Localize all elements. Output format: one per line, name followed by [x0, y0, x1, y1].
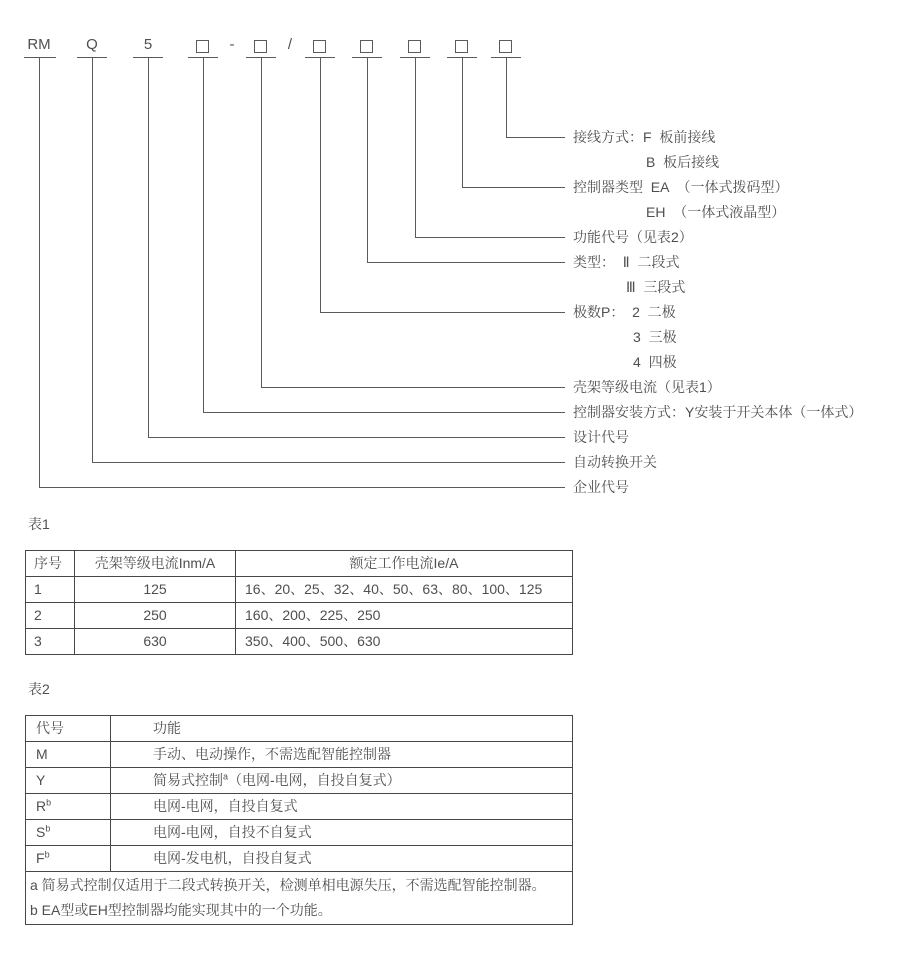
diagram-label-ats: 自动转换开关	[573, 454, 657, 470]
code-text: R	[36, 798, 47, 814]
drop-line-type	[367, 58, 368, 262]
cell-rated-current: 16、20、25、32、40、50、63、80、100、125	[236, 577, 573, 603]
diagram-label-frame-current: 壳架等级电流（见表1）	[573, 379, 721, 395]
connector-line-poles	[320, 312, 565, 313]
drop-line-poles	[320, 58, 321, 312]
connector-line-controller-type	[462, 187, 565, 188]
cell-frame-current: 125	[75, 577, 236, 603]
connector-line-ats	[92, 462, 565, 463]
cell-code	[26, 794, 111, 820]
diagram-label-wiring-option-b: B 板后接线	[646, 154, 720, 170]
drop-line-frame-current	[261, 58, 262, 387]
code-box-5	[408, 40, 421, 53]
table2-footnote-row	[26, 872, 573, 925]
code-box-2	[254, 40, 267, 53]
connector-line-design-code	[148, 437, 565, 438]
table1-caption: 表1	[28, 516, 50, 532]
cell-index: 3	[26, 629, 75, 655]
code-superscript: b	[46, 797, 52, 808]
cell-code	[26, 742, 111, 768]
table-row	[26, 577, 573, 603]
table-row	[26, 629, 573, 655]
code-box-4	[360, 40, 373, 53]
cell-code	[26, 768, 111, 794]
cell-code	[26, 846, 111, 872]
connector-line-mounting	[203, 412, 565, 413]
function-text: 手动、电动操作，不需选配智能控制器	[153, 746, 391, 762]
connector-line-wiring	[506, 137, 565, 138]
function-text: 简易式控制	[153, 772, 223, 788]
table-row	[26, 820, 573, 846]
cell-index: 1	[26, 577, 75, 603]
code-char-5: 5	[143, 36, 153, 53]
code-box-1	[196, 40, 209, 53]
table1-header-row	[26, 551, 573, 577]
diagram-label-wiring: 接线方式：F 板前接线	[573, 129, 716, 145]
table-row	[26, 794, 573, 820]
code-box-3	[313, 40, 326, 53]
diagram-label-type-iii: Ⅲ 三段式	[626, 279, 686, 295]
drop-line-wiring	[506, 58, 507, 137]
connector-line-type	[367, 262, 565, 263]
table-row	[26, 742, 573, 768]
cell-function	[111, 742, 573, 768]
code-separator-dash: -	[229, 36, 235, 53]
code-char-rm: RM	[27, 36, 51, 53]
function-text: 电网-发电机，自投自复式	[153, 850, 312, 866]
table2-caption: 表2	[28, 681, 50, 697]
table-row	[26, 768, 573, 794]
column-header-rated-current: 额定工作电流Ie/A	[236, 551, 573, 577]
drop-line-function-code	[415, 58, 416, 237]
table1	[25, 550, 573, 655]
cell-frame-current: 630	[75, 629, 236, 655]
diagram-label-design-code: 设计代号	[573, 429, 629, 445]
table-row	[26, 603, 573, 629]
column-header-function: 功能	[111, 716, 573, 742]
code-text: Y	[36, 772, 46, 788]
function-text: 电网-电网，自投不自复式	[153, 824, 312, 840]
function-superscript: a	[223, 771, 229, 782]
cell-function	[111, 820, 573, 846]
cell-index: 2	[26, 603, 75, 629]
footnote-line-b: b EA型或EH型控制器均能实现其中的一个功能。	[30, 902, 332, 918]
code-box-6	[455, 40, 468, 53]
code-box-7	[499, 40, 512, 53]
cell-rated-current: 350、400、500、630	[236, 629, 573, 655]
diagram-label-poles-4: 4 四极	[633, 354, 677, 370]
cell-function	[111, 768, 573, 794]
code-superscript: b	[44, 849, 50, 860]
drop-line-controller-type	[462, 58, 463, 187]
drop-line-mounting	[203, 58, 204, 412]
code-char-q: Q	[86, 36, 98, 53]
code-text: M	[36, 746, 48, 762]
column-header-index: 序号	[26, 551, 75, 577]
cell-frame-current: 250	[75, 603, 236, 629]
diagram-label-controller-type: 控制器类型 EA （一体式拨码型）	[573, 179, 789, 195]
cell-rated-current: 160、200、225、250	[236, 603, 573, 629]
diagram-label-poles: 极数P： 2 二极	[573, 304, 676, 320]
code-separator-slash: /	[287, 36, 293, 53]
function-text: 电网-电网，自投自复式	[153, 798, 298, 814]
connector-line-company-code	[39, 487, 565, 488]
cell-code	[26, 820, 111, 846]
diagram-label-mounting: 控制器安装方式：Y安装于开关本体（一体式）	[573, 404, 863, 420]
function-text: （电网-电网，自投自复式）	[228, 772, 401, 788]
code-text: F	[36, 850, 45, 866]
drop-line-ats	[92, 58, 93, 462]
footnote-cell	[26, 872, 573, 925]
table-row	[26, 846, 573, 872]
connector-line-frame-current	[261, 387, 565, 388]
cell-function	[111, 794, 573, 820]
drop-line-design-code	[148, 58, 149, 437]
diagram-label-controller-type-eh: EH （一体式液晶型）	[646, 204, 786, 220]
code-superscript: b	[45, 823, 51, 834]
column-header-frame-current: 壳架等级电流Inm/A	[75, 551, 236, 577]
table2-header-row	[26, 716, 573, 742]
column-header-code: 代号	[26, 716, 111, 742]
code-text: S	[36, 824, 46, 840]
footnote-line-a: a 简易式控制仅适用于二段式转换开关，检测单相电源失压，不需选配智能控制器。	[30, 877, 546, 893]
diagram-label-function-code: 功能代号（见表2）	[573, 229, 693, 245]
underline	[24, 57, 56, 58]
diagram-label-type: 类型： Ⅱ 二段式	[573, 254, 680, 270]
connector-line-function-code	[415, 237, 565, 238]
diagram-label-poles-3: 3 三极	[633, 329, 677, 345]
drop-line-company-code	[39, 58, 40, 487]
table2	[25, 715, 573, 925]
cell-function	[111, 846, 573, 872]
diagram-label-company-code: 企业代号	[573, 479, 629, 495]
